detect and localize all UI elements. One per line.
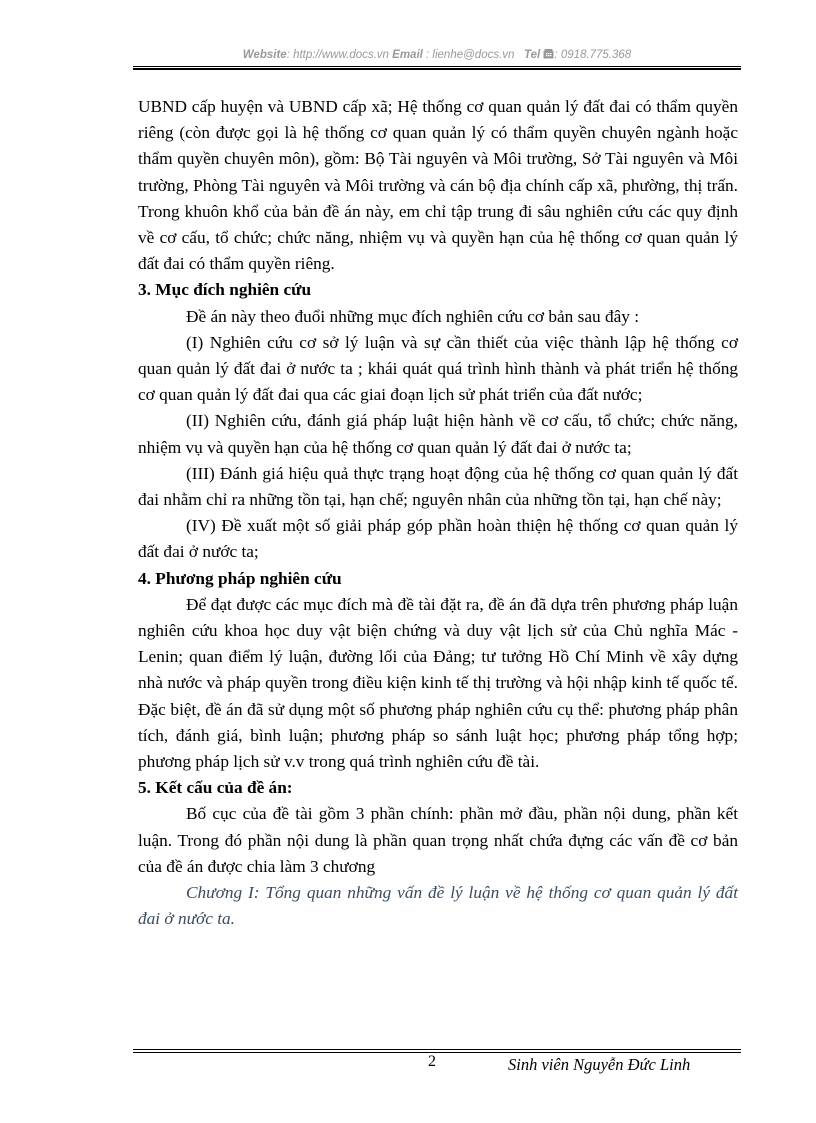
paragraph-scope: UBND cấp huyện và UBND cấp xã; Hệ thống cơ quan quản lý đất đai có thẩm quyền riêng (còn được gọi là hệ thống cơ quan quản lý có thẩm quyền chuyên ngành hoặc thẩm quyền chuyên môn), gồm: Bộ Tài nguyên và Môi trường, Sở Tài nguyên và Môi trường, Phòng Tài nguyên và Môi trường và cán bộ địa chính cấp xã, phường, thị trấn. Trong khuôn khổ của bản đề án này, em chỉ tập trung đi sâu nghiên cứu các quy định về cơ cấu, tổ chức; chức năng, nhiệm vụ và quyền hạn của hệ thống cơ quan quản lý đất đai có thẩm quyền riêng. <box>138 97 738 274</box>
website-label: Website <box>242 49 287 61</box>
header-rule-thin <box>133 66 741 67</box>
heading-research-method: 4. Phương pháp nghiên cứu <box>138 568 342 588</box>
footer-author: Sinh viên Nguyễn Đức Linh <box>508 1055 691 1074</box>
paragraph-purpose-2: (II) Nghiên cứu, đánh giá pháp luật hiện hành về cơ cấu, tổ chức; chức năng, nhiệm vụ và quyền hạn của hệ thống cơ quan quản lý đất đai ở nước ta; <box>138 411 738 457</box>
heading-structure: 5. Kết cấu của đề án: <box>138 778 293 798</box>
email-label: Email <box>392 49 423 61</box>
tel-label: Tel <box>524 49 541 61</box>
tel-number: : 0918.775.368 <box>554 49 632 61</box>
paragraph-purpose-3: (III) Đánh giá hiệu quả thực trạng hoạt động của hệ thống cơ quan quản lý đất đai nhằm chỉ ra những tồn tại, hạn chế; nguyên nhân của những tồn tại, hạn chế này; <box>138 463 738 510</box>
paragraph-chapter-1: Chương I: Tổng quan những vấn đề lý luận về hệ thống cơ quan quản lý đất đai ở nước ta. <box>138 883 738 929</box>
document-body <box>138 94 738 933</box>
footer-rule-bottom <box>133 1052 741 1053</box>
email-address: : lienhe@docs.vn <box>422 49 515 61</box>
footer-rule-top <box>133 1049 741 1050</box>
paragraph-purpose-4: (IV) Đề xuất một số giải pháp góp phần hoàn thiện hệ thống cơ quan quản lý đất đai ở nước ta; <box>138 516 738 562</box>
header-rule-thick <box>133 68 741 70</box>
phone-icon <box>543 49 554 59</box>
paragraph-purpose-1: (I) Nghiên cứu cơ sở lý luận và sự cần thiết của việc thành lập hệ thống cơ quan quản lý đất đai ở nước ta ; khái quát quá trình hình thành và phát triển hệ thống cơ quan quản lý đất đai qua các giai đoạn lịch sử phát triển của đất nước; <box>138 332 738 405</box>
page-number: 2 <box>428 1053 436 1070</box>
paragraph-structure: Bố cục của đề tài gồm 3 phần chính: phần mở đầu, phần nội dung, phần kết luận. Trong đó phần nội dung là phần quan trọng nhất chứa đựng các vấn đề cơ bản của đề án được chia làm 3 chương <box>138 804 738 876</box>
page-header <box>133 49 741 61</box>
paragraph-method: Để đạt được các mục đích mà đề tài đặt ra, đề án đã dựa trên phương pháp luận nghiên cứu khoa học duy vật biện chứng và duy vật lịch sử của Chủ nghĩa Mác - Lenin; quan điểm lý luận, đường lối của Đảng; tư tưởng Hồ Chí Minh về xây dựng nhà nước và pháp quyền trong điều kiện kinh tế thị trường và hội nhập kinh tế quốc tế. Đặc biệt, đề án đã sử dụng một số phương pháp nghiên cứu cụ thể: phương pháp phân tích, đánh giá, bình luận; phương pháp so sánh luật học; phương pháp tổng hợp; phương pháp lịch sử v.v trong quá trình nghiên cứu đề tài. <box>138 594 738 772</box>
website-url: : http://www.docs.vn <box>286 49 389 61</box>
paragraph-purpose-intro: Đề án này theo đuổi những mục đích nghiên cứu cơ bản sau đây : <box>186 306 640 326</box>
heading-research-purpose: 3. Mục đích nghiên cứu <box>138 280 312 300</box>
